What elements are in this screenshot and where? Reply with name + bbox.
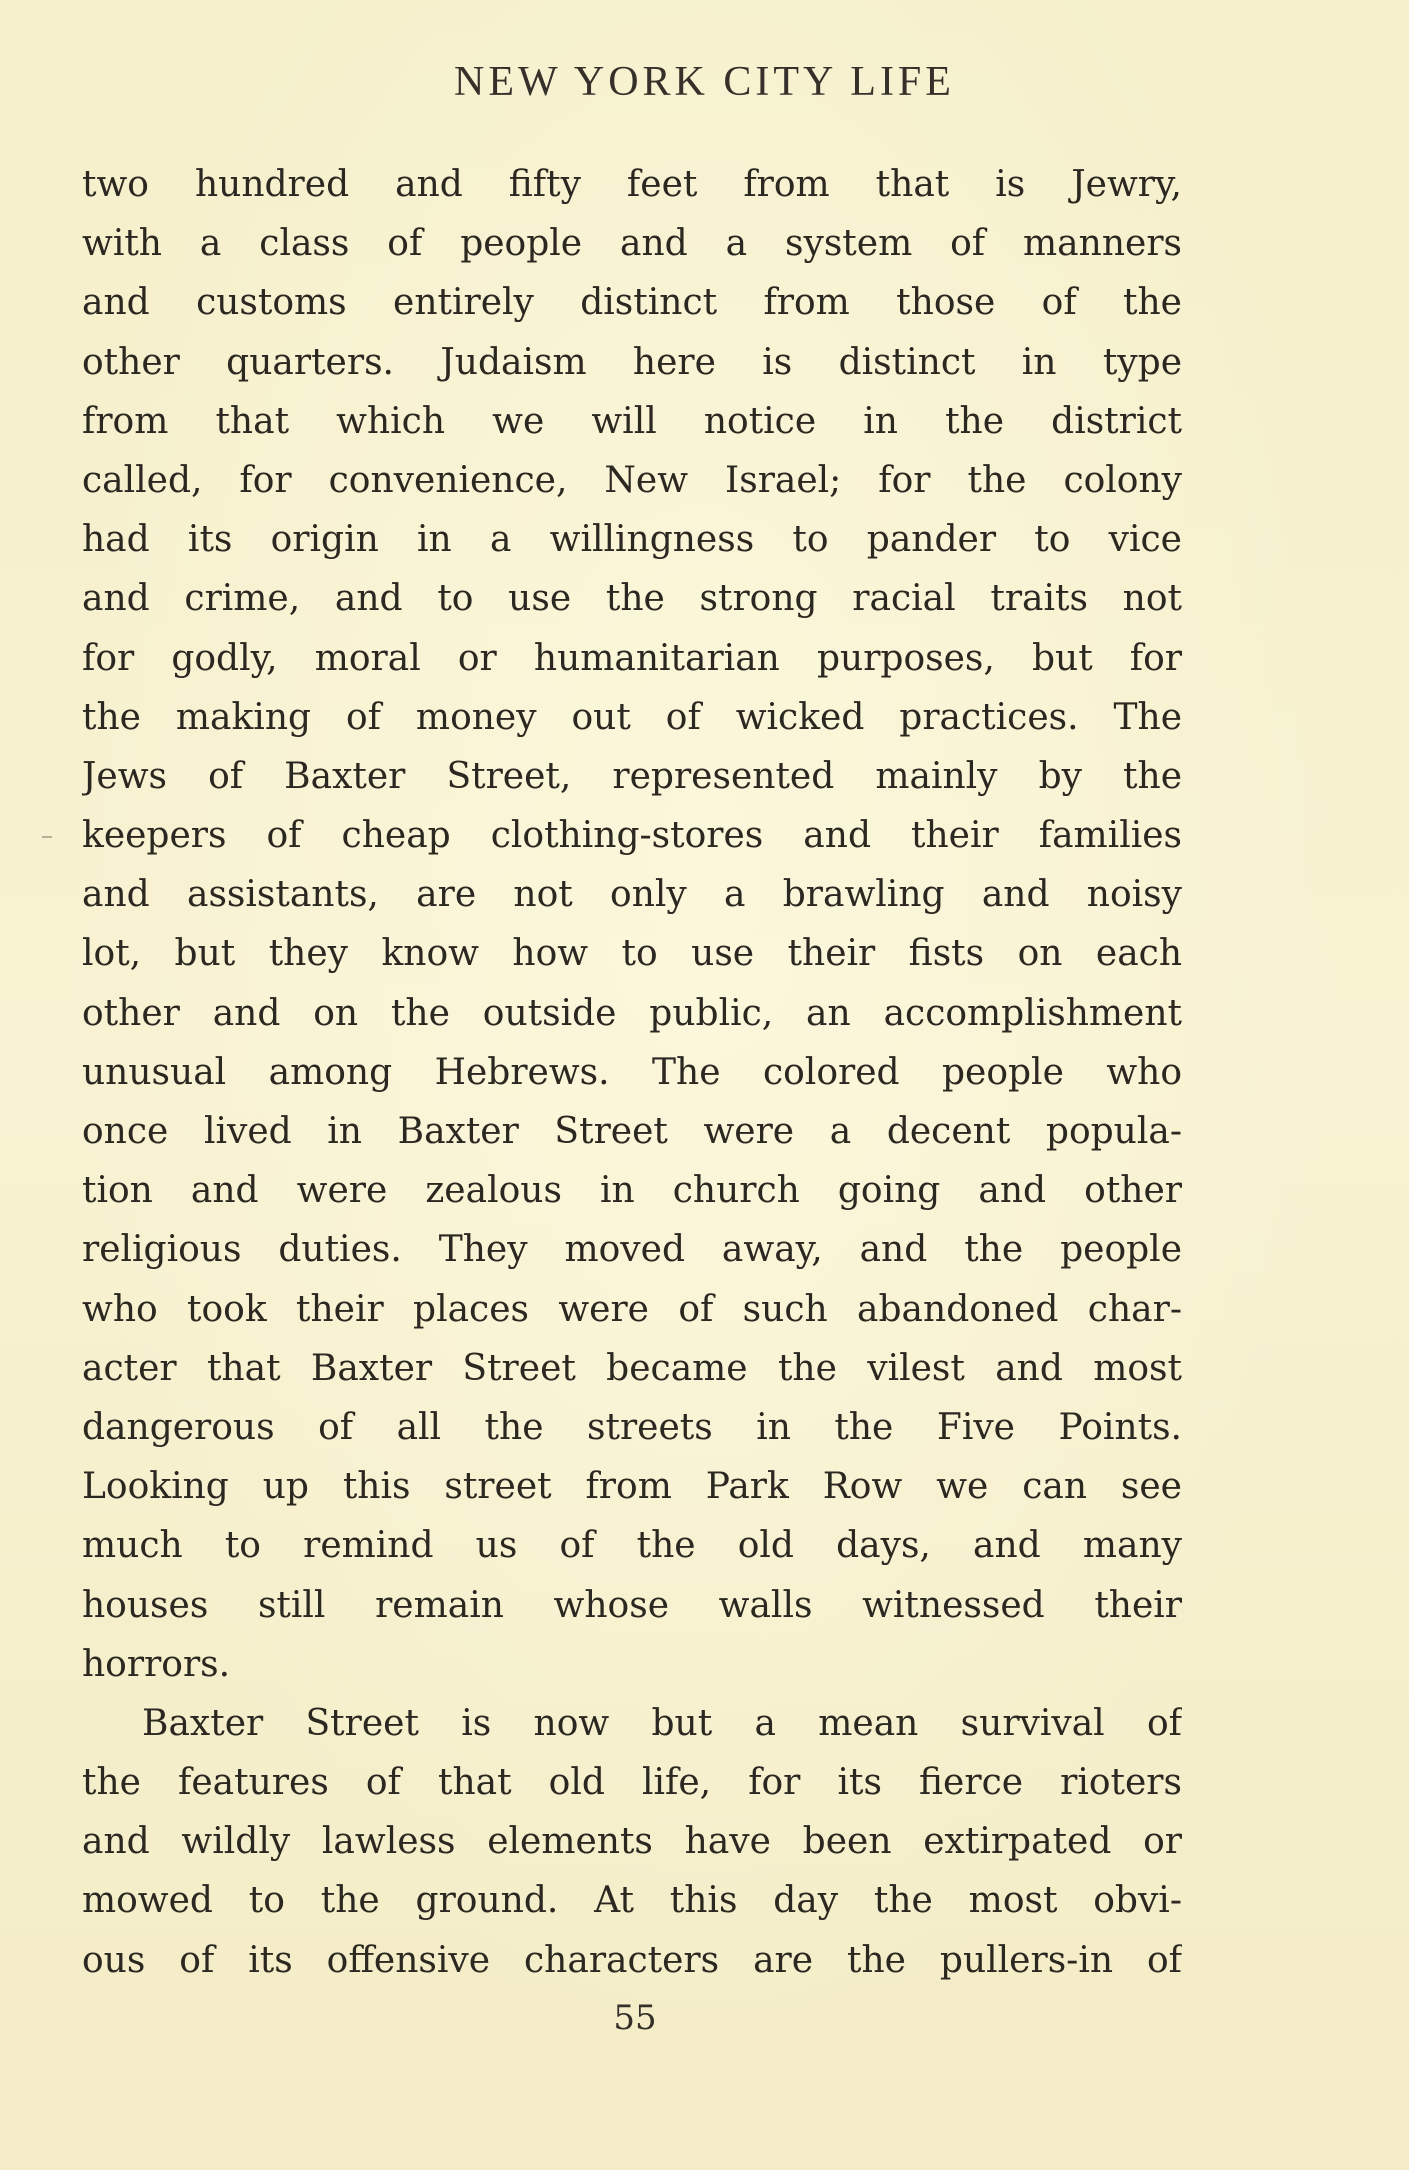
body-text	[82, 155, 1182, 1990]
text-line: religious duties. They moved away, and the people	[82, 1229, 1182, 1271]
text-line: lot, but they know how to use their fists on each	[82, 933, 1182, 975]
text-line: dangerous of all the streets in the Five Points.	[82, 1406, 1182, 1448]
text-line: from that which we will notice in the district	[82, 400, 1182, 442]
text-line: mowed to the ground. At this day the most obvi-	[82, 1880, 1182, 1922]
text-line: Jews of Baxter Street, represented mainly by the	[82, 755, 1182, 797]
text-line: houses still remain whose walls witnessed their	[82, 1584, 1182, 1626]
text-line: and customs entirely distinct from those of the	[82, 282, 1182, 324]
page-number: 55	[613, 1998, 657, 2038]
margin-mark	[42, 836, 52, 838]
text-line: much to remind us of the old days, and many	[82, 1525, 1182, 1567]
text-line: acter that Baxter Street became the vilest and most	[82, 1347, 1182, 1389]
text-line: unusual among Hebrews. The colored people who	[82, 1051, 1182, 1093]
running-title: NEW YORK CITY LIFE	[454, 59, 955, 105]
text-line: and crime, and to use the strong racial traits not	[82, 578, 1182, 620]
text-line: ous of its offensive characters are the pullers-in of	[82, 1939, 1182, 1981]
text-line: tion and were zealous in church going and other	[82, 1170, 1182, 1212]
text-line: once lived in Baxter Street were a decent popula-	[82, 1111, 1182, 1152]
text-line: with a class of people and a system of manners	[82, 223, 1182, 265]
paragraph-end-line: horrors.	[82, 1643, 231, 1685]
text-line: other quarters. Judaism here is distinct in type	[82, 341, 1182, 383]
text-line: who took their places were of such abandoned char-	[82, 1288, 1182, 1330]
text-line: called, for convenience, New Israel; for the colony	[82, 459, 1182, 501]
paragraph-start-line: Baxter Street is now but a mean survival of	[142, 1702, 1182, 1744]
text-line: the making of money out of wicked practices. The	[82, 696, 1182, 738]
text-line: Looking up this street from Park Row we can see	[82, 1466, 1182, 1508]
text-line: and wildly lawless elements have been extirpated or	[82, 1821, 1182, 1863]
text-line: other and on the outside public, an accomplishment	[82, 992, 1182, 1034]
text-line: the features of that old life, for its fierce rioters	[82, 1762, 1182, 1804]
text-line: keepers of cheap clothing-stores and their families	[82, 815, 1182, 857]
text-line: for godly, moral or humanitarian purposes, but for	[82, 637, 1182, 679]
text-line: and assistants, are not only a brawling and noisy	[82, 874, 1182, 916]
text-line: had its origin in a willingness to pander to vice	[82, 519, 1182, 561]
text-line: two hundred and fifty feet from that is Jewry,	[82, 164, 1182, 205]
